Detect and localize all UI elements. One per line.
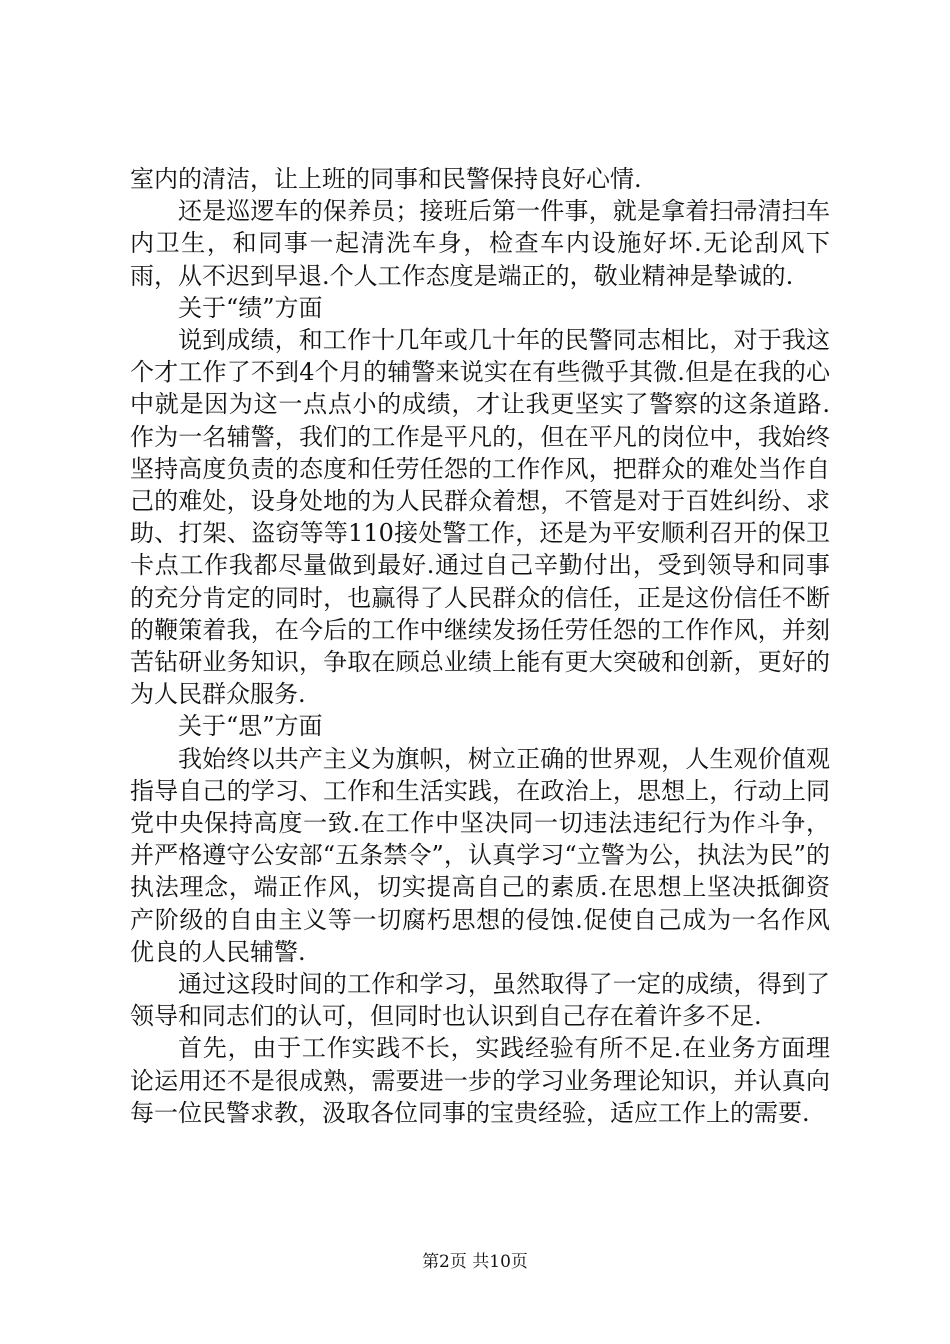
paragraph-thought: 我始终以共产主义为旗帜，树立正确的世界观，人生观价值观指导自己的学习、工作和生活实践，在政治上，思想上，行动上同党中央保持高度一致.在工作中坚决同一切违法违纪行为作斗争，并严格遵守公安部“五条禁令”，认真学习“立警为公，执法为民”的执法理念，端正作风，切实提高自己的素质.在思想上坚决抵御资产阶级的自由主义等一切腐朽思想的侵蚀.促使自己成为一名作风优良的人民辅警.	[130, 744, 830, 966]
paragraph-shortcomings-intro: 通过这段时间的工作和学习，虽然取得了一定的成绩，得到了领导和同志们的认可，但同时也认识到自己存在着许多不足.	[130, 970, 830, 1031]
section-heading-thought: 关于“思”方面	[178, 712, 323, 741]
document-body	[130, 163, 830, 1129]
section-heading-achievement: 关于“绩”方面	[178, 293, 323, 322]
page-number-footer: 第2页 共10页	[422, 1252, 528, 1272]
paragraph-first-shortcoming: 首先，由于工作实践不长，实践经验有所不足.在业务方面理论运用还不是很成熟，需要进一步的学习业务理论知识，并认真向每一位民警求教，汲取各位同事的宝贵经验，适应工作上的需要.	[130, 1034, 830, 1127]
paragraph-achievement: 说到成绩，和工作十几年或几十年的民警同志相比，对于我这个才工作了不到4个月的辅警来说实在有些微乎其微.但是在我的心中就是因为这一点点小的成绩，才让我更坚实了警察的这条道路.作为一名辅警，我们的工作是平凡的，但在平凡的岗位中，我始终坚持高度负责的态度和任劳任怨的工作作风，把群众的难处当作自己的难处，设身处地的为人民群众着想，不管是对于百姓纠纷、求助、打架、盗窃等等110接处警工作，还是为平安顺利召开的保卫卡点工作我都尽量做到最好.通过自己辛勤付出，受到领导和同事的充分肯定的同时，也赢得了人民群众的信任，正是这份信任不断的鞭策着我，在今后的工作中继续发扬任劳任怨的工作作风，并刻苦钻研业务知识，争取在顾总业绩上能有更大突破和创新，更好的为人民群众服务.	[130, 326, 830, 709]
paragraph-patrol-car: 还是巡逻车的保养员；接班后第一件事，就是拿着扫帚清扫车内卫生，和同事一起清洗车身，检查车内设施好坏.无论刮风下雨，从不迟到早退.个人工作态度是端正的，敬业精神是挚诚的.	[130, 197, 830, 290]
paragraph-continuation: 室内的清洁，让上班的同事和民警保持良好心情.	[130, 165, 642, 193]
